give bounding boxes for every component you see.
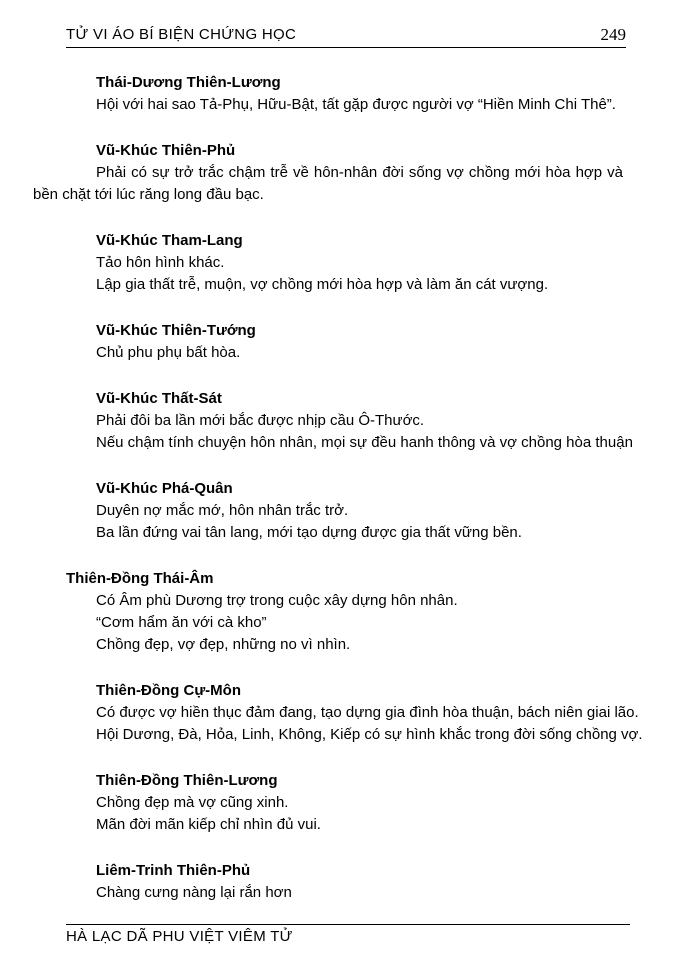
section-vu-khuc-thien-phu <box>33 140 626 206</box>
body-line: Chồng đẹp, vợ đẹp, những no vì nhìn. <box>96 636 351 653</box>
body-line: “Cơm hẩm ăn với cà kho” <box>96 614 267 631</box>
section-heading: Thiên-Đồng Cự-Môn <box>96 682 241 699</box>
section-thien-dong-thai-am <box>66 568 626 656</box>
body-paragraph: Phải có sự trở trắc chậm trễ về hôn-nhân đời sống vợ chồng mới hòa hợp và bền chặt tới lúc răng long đầu bạc. <box>33 164 623 203</box>
body-line: Chồng đẹp mà vợ cũng xinh. <box>96 794 289 811</box>
body-line: Nếu chậm tính chuyện hôn nhân, mọi sự đều hanh thông và vợ chồng hòa thuận <box>96 434 633 451</box>
section-thien-dong-cu-mon <box>66 680 643 746</box>
section-liem-trinh-thien-phu <box>66 860 626 904</box>
page-header <box>66 26 626 48</box>
section-vu-khuc-pha-quan <box>66 478 626 544</box>
body-line: Duyên nợ mắc mớ, hôn nhân trắc trở. <box>96 502 349 519</box>
body-line: Lập gia thất trễ, muộn, vợ chồng mới hòa hợp và làm ăn cát vượng. <box>96 276 549 293</box>
section-vu-khuc-tham-lang <box>66 230 626 296</box>
section-vu-khuc-that-sat <box>66 388 633 454</box>
body-line: Ba lần đứng vai tân lang, mới tạo dựng được gia thất vững bền. <box>96 524 522 541</box>
body-line: Chàng cưng nàng lại rắn hơn <box>96 884 292 901</box>
body-line: Mãn đời mãn kiếp chỉ nhìn đủ vui. <box>96 816 321 833</box>
section-heading: Thiên-Đồng Thiên-Lương <box>96 772 278 789</box>
body-line: Tảo hôn hình khác. <box>96 254 225 271</box>
page-footer <box>66 924 630 945</box>
page-number: 249 <box>600 25 626 44</box>
body-line: Có Âm phù Dương trợ trong cuộc xây dựng hôn nhân. <box>96 592 458 609</box>
body-line: Có được vợ hiền thục đảm đang, tạo dựng gia đình hòa thuận, bách niên giai lão. <box>96 704 639 721</box>
section-thien-dong-thien-luong <box>66 770 626 836</box>
section-heading: Thái-Dương Thiên-Lương <box>96 74 281 91</box>
footer-author-text: HÀ LẠC DÃ PHU VIỆT VIÊM TỬ <box>66 928 293 945</box>
section-heading: Thiên-Đồng Thái-Âm <box>66 570 214 587</box>
section-heading: Liêm-Trinh Thiên-Phủ <box>96 862 251 879</box>
section-heading: Vũ-Khúc Thất-Sát <box>96 390 222 407</box>
section-heading: Vũ-Khúc Tham-Lang <box>96 232 243 249</box>
content-column <box>33 25 643 904</box>
section-heading: Vũ-Khúc Thiên-Phủ <box>96 142 236 159</box>
body-line: Phải đôi ba lần mới bắc được nhịp cầu Ô-Thước. <box>96 412 425 429</box>
section-thai-duong-thien-luong <box>66 72 626 116</box>
running-head-title: TỬ VI ÁO BÍ BIỆN CHỨNG HỌC <box>66 26 297 43</box>
section-heading: Vũ-Khúc Thiên-Tướng <box>96 322 256 339</box>
body-line: Hội với hai sao Tả-Phụ, Hữu-Bật, tất gặp được người vợ “Hiền Minh Chi Thê”. <box>96 96 616 113</box>
section-vu-khuc-thien-tuong <box>66 320 626 364</box>
body-line: Chủ phu phụ bất hòa. <box>96 344 241 361</box>
body-line: Hội Dương, Đà, Hỏa, Linh, Không, Kiếp có sự hình khắc trong đời sống chồng vợ. <box>96 726 643 743</box>
section-heading: Vũ-Khúc Phá-Quân <box>96 480 233 497</box>
